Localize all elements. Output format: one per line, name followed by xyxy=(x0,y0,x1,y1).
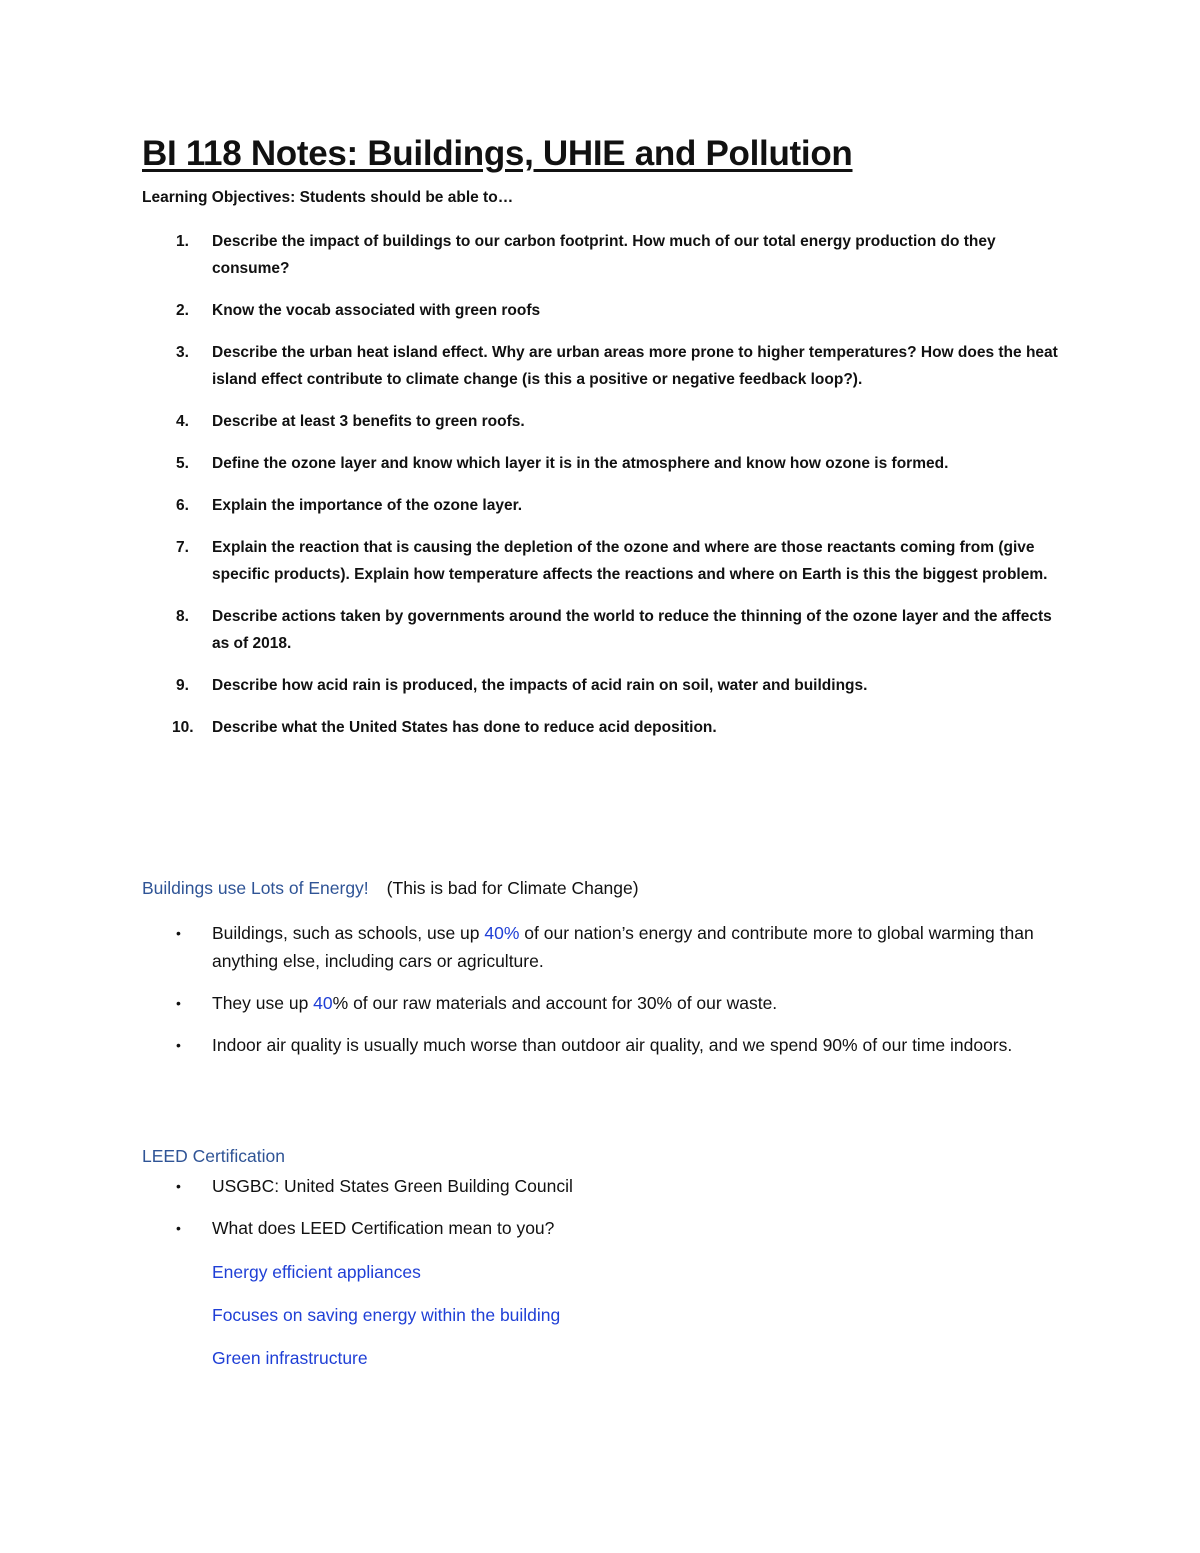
leed-answer: Energy efficient appliances xyxy=(212,1262,421,1282)
objective-number: 8. xyxy=(176,608,189,625)
objective-number: 5. xyxy=(176,455,189,472)
objective-number: 6. xyxy=(176,497,189,514)
leed-section-heading: LEED Certification xyxy=(142,1146,285,1166)
bullet-text-after: % of our raw materials and account for 30% of our waste. xyxy=(332,993,778,1013)
leed-bullet-item xyxy=(142,1214,1072,1242)
bullet-icon: • xyxy=(176,1178,181,1194)
objective-text: Describe the impact of buildings to our carbon footprint. How much of our total energy production do they consume? xyxy=(212,233,996,277)
energy-heading-text: Buildings use Lots of Energy! xyxy=(142,878,369,898)
objective-item xyxy=(142,492,1072,519)
objective-item xyxy=(142,297,1072,324)
objectives-list xyxy=(142,228,1072,756)
bullet-icon: • xyxy=(176,1220,181,1236)
objective-item xyxy=(142,408,1072,435)
objective-number: 3. xyxy=(176,344,189,361)
bullet-icon: • xyxy=(176,995,181,1011)
energy-bullet-list xyxy=(142,919,1072,1073)
energy-section-heading xyxy=(142,878,639,899)
objective-item xyxy=(142,534,1072,588)
bullet-highlight: 40% xyxy=(484,923,520,943)
leed-bullet-list xyxy=(142,1172,1072,1256)
bullet-text-after: of our nation’s energy and contribute more to global warming than anything else, including cars or agriculture. xyxy=(212,923,1034,971)
learning-objectives-intro: Learning Objectives: Students should be able to… xyxy=(142,189,514,206)
bullet-text-before: Indoor air quality is usually much worse than outdoor air quality, and we spend 90% of our time indoors. xyxy=(212,1035,1013,1055)
objective-number: 9. xyxy=(176,677,189,694)
bullet-icon: • xyxy=(176,925,181,941)
objective-number: 1. xyxy=(176,233,189,250)
objective-text: Describe what the United States has done to reduce acid deposition. xyxy=(212,719,717,736)
objective-text: Define the ozone layer and know which layer it is in the atmosphere and know how ozone is formed. xyxy=(212,455,949,472)
leed-bullet-text: USGBC: United States Green Building Council xyxy=(212,1176,573,1196)
objective-item xyxy=(142,672,1072,699)
objective-text: Describe at least 3 benefits to green roofs. xyxy=(212,413,525,430)
leed-bullet-text: What does LEED Certification mean to you? xyxy=(212,1218,555,1238)
objective-text: Know the vocab associated with green roofs xyxy=(212,302,541,319)
objective-item xyxy=(142,714,1072,741)
objective-number: 2. xyxy=(176,302,189,319)
page-title: BI 118 Notes: Buildings, UHIE and Pollution xyxy=(142,134,853,173)
bullet-text-before: Buildings, such as schools, use up xyxy=(212,923,485,943)
objective-item xyxy=(142,450,1072,477)
leed-answer: Green infrastructure xyxy=(212,1348,368,1368)
objective-item xyxy=(142,228,1072,282)
energy-bullet-item xyxy=(142,989,1072,1017)
objective-text: Describe how acid rain is produced, the impacts of acid rain on soil, water and buildings. xyxy=(212,677,868,694)
objective-text: Describe the urban heat island effect. Why are urban areas more prone to higher temperatures? How does the heat island effect contribute to climate change (is this a positive or negative feedback loop?). xyxy=(212,344,1058,388)
leed-answer: Focuses on saving energy within the building xyxy=(212,1305,561,1325)
bullet-highlight: 40 xyxy=(313,993,333,1013)
leed-bullet-item xyxy=(142,1172,1072,1200)
energy-heading-note: (This is bad for Climate Change) xyxy=(386,878,639,898)
objective-number: 7. xyxy=(176,539,189,556)
energy-bullet-item xyxy=(142,1031,1072,1059)
objective-number: 10. xyxy=(172,719,194,736)
bullet-text-before: They use up xyxy=(212,993,314,1013)
leed-answers-list xyxy=(212,1258,560,1387)
objective-number: 4. xyxy=(176,413,189,430)
objective-text: Explain the importance of the ozone layer. xyxy=(212,497,523,514)
objective-text: Explain the reaction that is causing the depletion of the ozone and where are those reactants coming from (give specific products). Explain how temperature affects the reactions and where on Earth is this the biggest problem. xyxy=(212,539,1048,583)
bullet-icon: • xyxy=(176,1037,181,1053)
objective-text: Describe actions taken by governments around the world to reduce the thinning of the ozone layer and the affects as of 2018. xyxy=(212,608,1052,652)
energy-bullet-item xyxy=(142,919,1072,975)
objective-item xyxy=(142,603,1072,657)
objective-item xyxy=(142,339,1072,393)
